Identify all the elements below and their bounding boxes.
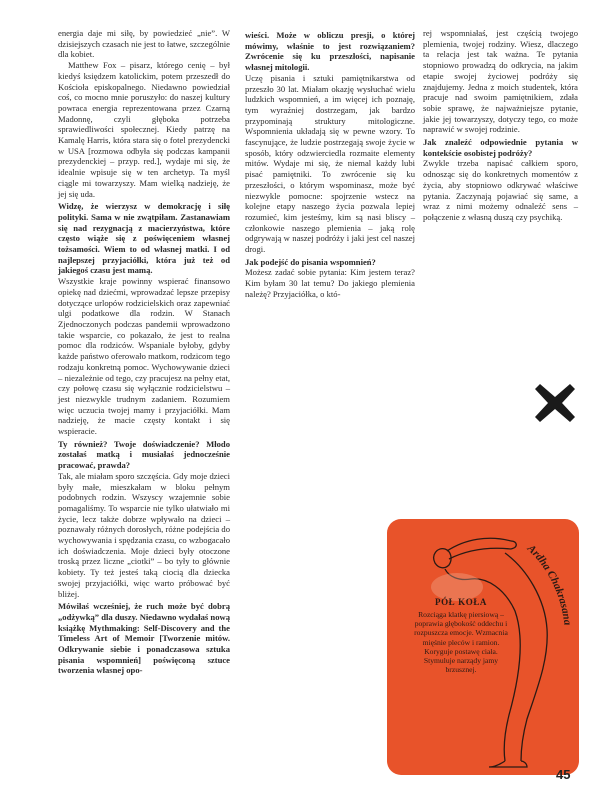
interview-question: Widzę, że wierzysz w demokrację i siłę polityki. Sama w nie zwątpiłam. Zastanawiam się nad rezygnacją z macierzyństwa, które często wiąże się z poświęceniem własnej tożsamości. Wiem to od własnej matki. I od najlepszej przyjaciółki, która już też od jakiegoś czasu jest mamą. [58,201,230,276]
paragraph: energia daje mi siłę, by powiedzieć „nie”. W dzisiejszych czasach nie jest to łatwe, szczególnie dla kobiet. [58,28,230,60]
paragraph: Możesz zadać sobie pytania: Kim jestem teraz? Kim byłam 30 lat temu? Do jakiego plemienia należę? Przyjaciółka, o któ- [245,267,415,299]
text-column-3 [423,28,578,223]
interview-question: Ty również? Twoje doświadczenie? Młodo zostałaś matką i musiałaś jednocześnie pracować, prawda? [58,438,230,471]
interview-question: Mówiłaś wcześniej, że ruch może być dobrą „odżywką” dla duszy. Niedawno wydałaś nową książkę Mythmaking: Self-Discovery and the Timeless Art of Memoir [Tworzenie mitów. Odkrywanie siebie i ponadczasowa sztuka pisania wspomnień] poświęconą sztuce tworzenia własnej opo- [58,601,230,676]
pose-name-label: Ardha Chakrasana [524,542,574,626]
interview-question: wieści. Może w obliczu presji, o której mówimy, właśnie to jest rozwiązaniem? Zwrócenie się ku przeszłości, napisanie własnej mitologii. [245,30,415,73]
paragraph: rej wspomniałaś, jest częścią twojego plemienia, twojej rodziny. Wiesz, dlaczego ta relacja jest tak ważna. Te pytania stopniowo prowadzą do odkrycia, na jakim etapie swojej życiowej podróży się znajdujemy. Jedna z moich studentek, która pracuje nad swoim pamiętnikiem, zdała sobie sprawę, że najważniejsze pytanie, jakie jej towarzyszy, dotyczy tego, co może naprawić w swojej rodzinie. [423,28,578,135]
text-column-1 [58,28,230,676]
paragraph: Matthew Fox – pisarz, którego cenię – był kiedyś księdzem katolickim, potem przeszedł do Kościoła episkopalnego. Niedawno powiedział coś, co mocno mnie poruszyło: do naszej kultury powraca energia reprezentowana przez Czarną Madonnę, czyli głęboka potrzeba sprawiedliwości społecznej. Kiedy patrzę na Kamalę Harris, która stara się o fotel prezydencki w USA [rozmowa odbyła się podczas kampanii prezydenckiej – przyp. red.], wydaje mi się, że idealnie wpisuje się w ten archetyp. Ta myśl ciągle mi towarzyszy. Mam wielką nadzieję, że jej się uda. [58,60,230,199]
paragraph: Zwykle trzeba napisać całkiem sporo, odnosząc się do konkretnych momentów z życia, aby stopniowo odkrywać właściwe pytania. Zaczynają pojawiać się same, a wraz z nimi możemy odnaleźć sens – połączenie z własną duszą czy psychiką. [423,158,578,222]
paragraph: Tak, ale miałam sporo szczęścia. Gdy moje dzieci były małe, mieszkałam w bloku pełnym podobnych rodzin. Wszyscy wzajemnie sobie pomagaliśmy. To wsparcie nie tylko ułatwiało mi życie, lecz także dobrze wpływało na dzieci – poznawały różnych dorosłych, różne podejścia do wychowywania i spędzania czasu, co wzbogacało ich doświadczenia. Moje dzieci były otoczone troską przez liczne „ciotki” – bo tyły to głównie kobiety. Ty też jesteś taką ciocią dla dziecka swojej przyjaciółki, więc warto próbować być bliżej. [58,470,230,599]
card-title: PÓŁ KOŁA [434,597,488,607]
page-number: 45 [556,767,571,782]
interview-question: Jak znaleźć odpowiednie pytania w kontekście osobistej podróży? [423,137,578,158]
paragraph: Uczę pisania i sztuki pamiętnikarstwa od przeszło 30 lat. Miałam okazję wysłuchać wielu ludzkich wspomnień, a im więcej ich poznaję, tym wyraźniej dostrzegam, jak bardzo przypominają struktury mitologiczne. Wspomnienia układają się w pewne wzory. To fascynujące, że ludzie postrzegają swoje życie w sposób, który odzwierciedla rozmaite elementy mitów. Wydaje mi się, że niemal każdy lubi pisać pamiętniki. To zwrócenie się ku przeszłości, o którym wspominasz, może być niezwykle pomocne: spojrzenie wstecz na kolejne etapy naszego życia pozwala lepiej rozumieć, kim jesteśmy, kim są nasi bliscy – członkowie naszego plemienia – jaką rolę odgrywają w naszej podróży i jaki jest cel naszej drogi. [245,72,415,255]
interview-question: Jak podejść do pisania wspomnień? [245,256,376,267]
paragraph: Wszystkie kraje powinny wspierać finansowo opiekę nad dziećmi, wprowadzać lepsze przepisy dotyczące urlopów rodzicielskich oraz zapewniać ulgi podatkowe dla rodzin. W Stanach Zjednoczonych podczas pandemii wprowadzono takie wsparcie, co pokazało, że jest to realna pomoc dla rodziców. Wspaniale byłoby, gdyby każde państwo oferowało matkom, rodzicom tego rodzaju konkretną pomoc. Wychowywanie dzieci – niezależnie od tego, czy pracujesz na pełny etat, czy połowę czasu się wyłącznie rodzicielstwu – jest niezwykle trudnym zadaniem. Rozumiem więc uczucia twojej mamy i przyjaciółki. Mam nadzieję, że macie częsty kontakt i się wspieracie. [58,276,230,437]
x-mark-icon [532,380,578,426]
yoga-pose-card [387,519,579,775]
card-caption [410,597,512,674]
card-description: Rozciąga klatkę piersiową – poprawia głębokość oddechu i rozpuszcza emocje. Wzmacnia mięśnie pleców i ramion. Koryguje postawę ciała. Stymuluje narządy jamy brzusznej. [414,610,508,675]
text-column-2 [245,28,415,300]
